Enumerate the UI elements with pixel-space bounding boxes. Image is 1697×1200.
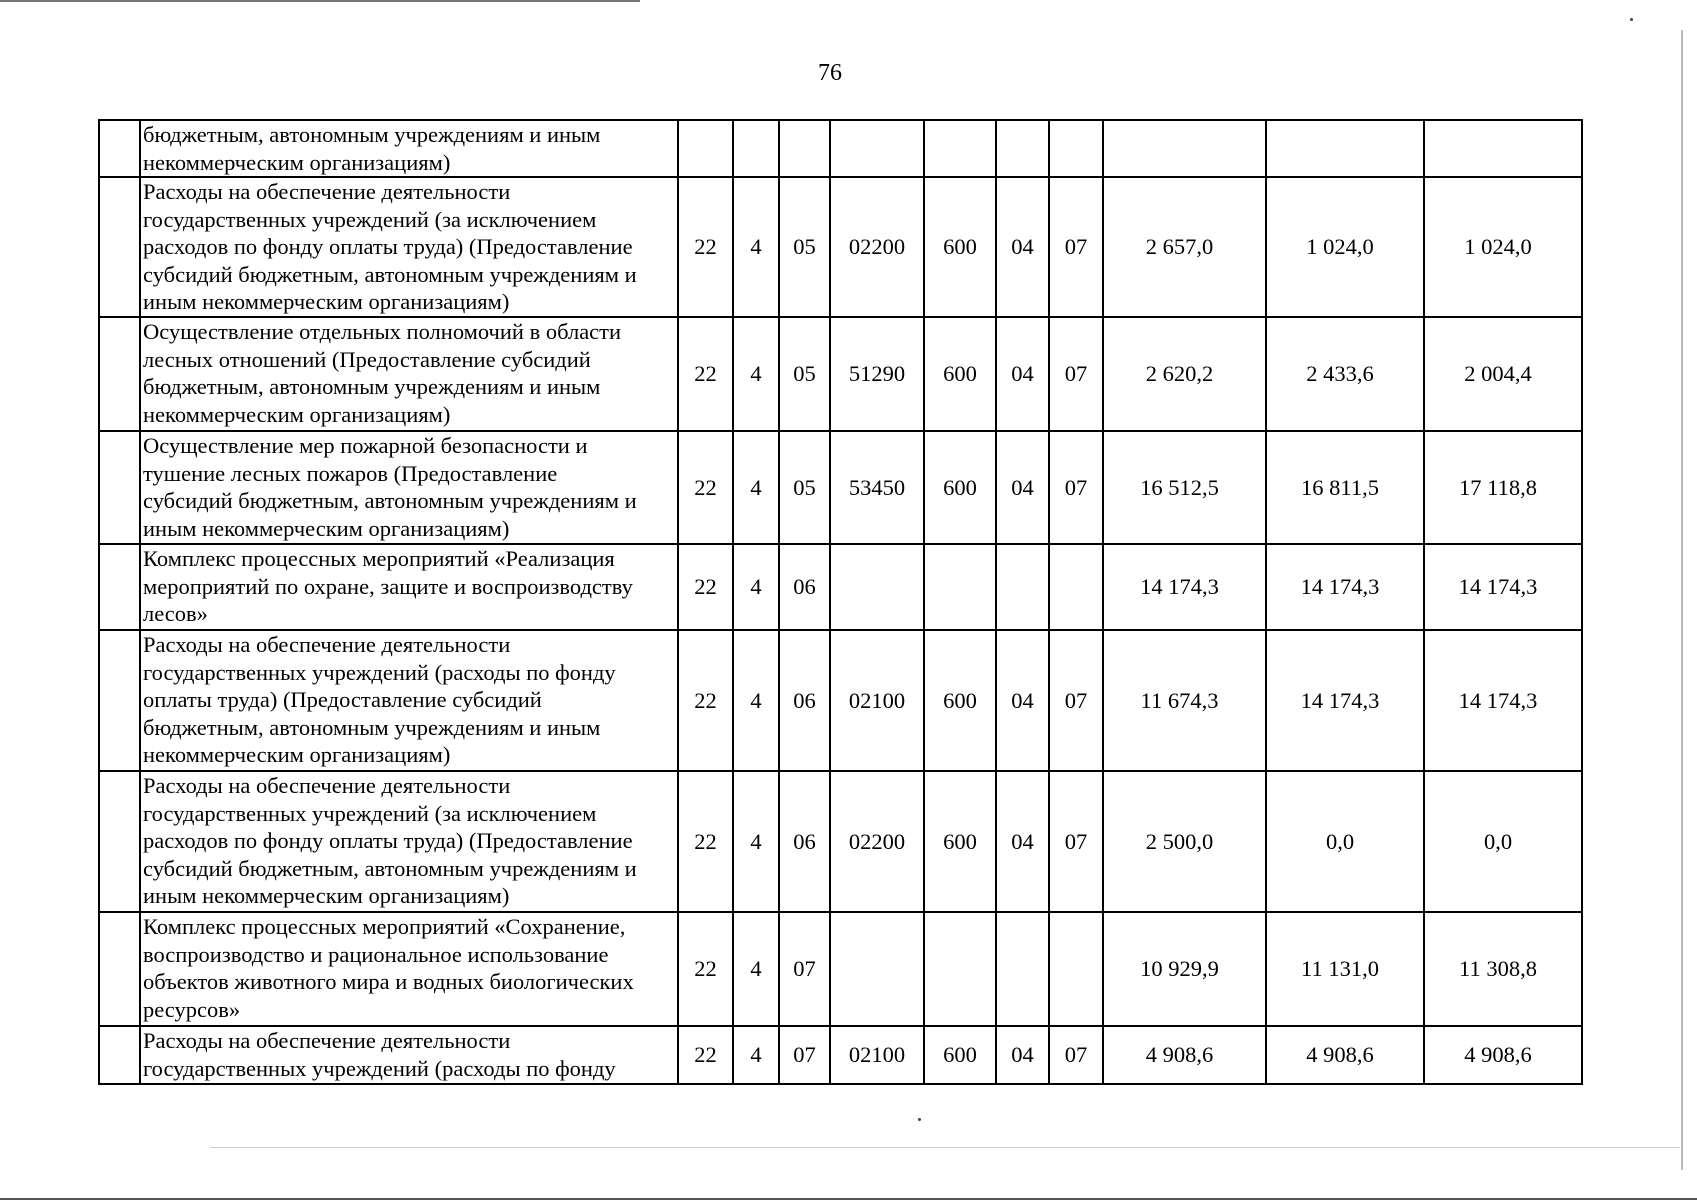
code-cell: 06 xyxy=(779,771,830,912)
code-cell: 05 xyxy=(779,177,830,317)
amount-cell xyxy=(1266,120,1424,177)
row-marker-cell xyxy=(99,431,140,544)
code-cell: 4 xyxy=(733,177,779,317)
code-cell: 04 xyxy=(996,771,1049,912)
code-cell: 600 xyxy=(924,771,996,912)
budget-table xyxy=(98,119,1583,1085)
code-cell: 07 xyxy=(779,1026,830,1084)
code-cell xyxy=(924,120,996,177)
row-marker-cell xyxy=(99,544,140,630)
code-cell: 07 xyxy=(1049,771,1103,912)
row-name: Расходы на обеспечение деятельности государственных учреждений (расходы по фонду оплаты труда) (Предоставление субсидий бюджетным, автономным учреждениям и иным некоммерческим организациям) xyxy=(140,630,678,771)
row-marker-cell xyxy=(99,317,140,431)
code-cell: 02200 xyxy=(830,177,924,317)
code-cell: 4 xyxy=(733,431,779,544)
row-name: Осуществление отдельных полномочий в области лесных отношений (Предоставление субсидий бюджетным, автономным учреждениям и иным некоммерческим организациям) xyxy=(140,317,678,431)
table-row xyxy=(99,771,1582,912)
amount-cell: 4 908,6 xyxy=(1103,1026,1266,1084)
row-name: Расходы на обеспечение деятельности государственных учреждений (за исключением расходов по фонду оплаты труда) (Предоставление субсидий бюджетным, автономным учреждениям и иным некоммерческим организациям) xyxy=(140,177,678,317)
amount-cell: 17 118,8 xyxy=(1424,431,1582,544)
code-cell: 07 xyxy=(1049,1026,1103,1084)
code-cell: 600 xyxy=(924,317,996,431)
code-cell: 600 xyxy=(924,177,996,317)
row-marker-cell xyxy=(99,1026,140,1084)
amount-cell: 14 174,3 xyxy=(1424,544,1582,630)
code-cell: 22 xyxy=(678,1026,733,1084)
code-cell xyxy=(1049,120,1103,177)
row-marker-cell xyxy=(99,771,140,912)
code-cell: 05 xyxy=(779,317,830,431)
amount-cell: 2 500,0 xyxy=(1103,771,1266,912)
code-cell: 22 xyxy=(678,317,733,431)
code-cell: 07 xyxy=(1049,177,1103,317)
scan-edge-right xyxy=(1681,30,1683,1170)
code-cell: 04 xyxy=(996,317,1049,431)
amount-cell: 2 620,2 xyxy=(1103,317,1266,431)
code-cell xyxy=(1049,912,1103,1026)
code-cell xyxy=(1049,544,1103,630)
amount-cell: 11 308,8 xyxy=(1424,912,1582,1026)
code-cell: 4 xyxy=(733,1026,779,1084)
code-cell: 22 xyxy=(678,630,733,771)
code-cell: 53450 xyxy=(830,431,924,544)
code-cell: 07 xyxy=(779,912,830,1026)
table-row xyxy=(99,177,1582,317)
code-cell xyxy=(733,120,779,177)
row-name: Комплекс процессных мероприятий «Реализация мероприятий по охране, защите и воспроизводству лесов» xyxy=(140,544,678,630)
code-cell: 22 xyxy=(678,177,733,317)
code-cell: 600 xyxy=(924,630,996,771)
amount-cell: 4 908,6 xyxy=(1424,1026,1582,1084)
table-row xyxy=(99,544,1582,630)
amount-cell: 16 512,5 xyxy=(1103,431,1266,544)
code-cell: 4 xyxy=(733,912,779,1026)
amount-cell: 14 174,3 xyxy=(1424,630,1582,771)
row-name: бюджетным, автономным учреждениям и иным некоммерческим организациям) xyxy=(140,120,678,177)
amount-cell: 4 908,6 xyxy=(1266,1026,1424,1084)
code-cell: 22 xyxy=(678,544,733,630)
code-cell: 06 xyxy=(779,544,830,630)
code-cell: 4 xyxy=(733,544,779,630)
code-cell: 4 xyxy=(733,317,779,431)
amount-cell: 1 024,0 xyxy=(1424,177,1582,317)
amount-cell: 11 131,0 xyxy=(1266,912,1424,1026)
table-row xyxy=(99,317,1582,431)
amount-cell: 2 433,6 xyxy=(1266,317,1424,431)
amount-cell xyxy=(1103,120,1266,177)
code-cell xyxy=(779,120,830,177)
code-cell: 02100 xyxy=(830,630,924,771)
row-marker-cell xyxy=(99,177,140,317)
code-cell: 4 xyxy=(733,771,779,912)
code-cell: 05 xyxy=(779,431,830,544)
table-row xyxy=(99,120,1582,177)
code-cell xyxy=(830,912,924,1026)
amount-cell: 14 174,3 xyxy=(1266,544,1424,630)
code-cell xyxy=(996,544,1049,630)
code-cell: 22 xyxy=(678,771,733,912)
row-marker-cell xyxy=(99,912,140,1026)
amount-cell: 2 004,4 xyxy=(1424,317,1582,431)
scan-line-bottom xyxy=(210,1147,1680,1148)
code-cell: 04 xyxy=(996,630,1049,771)
table-row xyxy=(99,630,1582,771)
amount-cell xyxy=(1424,120,1582,177)
code-cell: 07 xyxy=(1049,317,1103,431)
code-cell: 22 xyxy=(678,431,733,544)
amount-cell: 0,0 xyxy=(1266,771,1424,912)
table-row xyxy=(99,912,1582,1026)
code-cell: 51290 xyxy=(830,317,924,431)
code-cell: 04 xyxy=(996,431,1049,544)
row-marker-cell xyxy=(99,120,140,177)
scan-edge-top xyxy=(0,0,640,2)
code-cell xyxy=(678,120,733,177)
code-cell: 04 xyxy=(996,1026,1049,1084)
code-cell: 600 xyxy=(924,431,996,544)
code-cell: 600 xyxy=(924,1026,996,1084)
code-cell xyxy=(830,544,924,630)
scan-speck xyxy=(1630,18,1633,21)
row-name: Расходы на обеспечение деятельности государственных учреждений (за исключением расходов по фонду оплаты труда) (Предоставление субсидий бюджетным, автономным учреждениям и иным некоммерческим организациям) xyxy=(140,771,678,912)
code-cell: 02100 xyxy=(830,1026,924,1084)
code-cell: 04 xyxy=(996,177,1049,317)
code-cell xyxy=(996,120,1049,177)
amount-cell: 14 174,3 xyxy=(1266,630,1424,771)
amount-cell: 16 811,5 xyxy=(1266,431,1424,544)
code-cell: 02200 xyxy=(830,771,924,912)
amount-cell: 10 929,9 xyxy=(1103,912,1266,1026)
amount-cell: 0,0 xyxy=(1424,771,1582,912)
scan-speck xyxy=(918,1118,921,1121)
amount-cell: 1 024,0 xyxy=(1266,177,1424,317)
table-row xyxy=(99,1026,1582,1084)
amount-cell: 14 174,3 xyxy=(1103,544,1266,630)
row-name: Расходы на обеспечение деятельности государственных учреждений (расходы по фонду xyxy=(140,1026,678,1084)
row-name: Комплекс процессных мероприятий «Сохранение, воспроизводство и рациональное использование объектов животного мира и водных биологических ресурсов» xyxy=(140,912,678,1026)
code-cell: 06 xyxy=(779,630,830,771)
amount-cell: 2 657,0 xyxy=(1103,177,1266,317)
row-marker-cell xyxy=(99,630,140,771)
amount-cell: 11 674,3 xyxy=(1103,630,1266,771)
code-cell: 07 xyxy=(1049,630,1103,771)
page-number: 76 xyxy=(818,60,842,86)
code-cell: 4 xyxy=(733,630,779,771)
code-cell xyxy=(830,120,924,177)
table-row xyxy=(99,431,1582,544)
code-cell: 22 xyxy=(678,912,733,1026)
code-cell xyxy=(996,912,1049,1026)
code-cell xyxy=(924,912,996,1026)
code-cell: 07 xyxy=(1049,431,1103,544)
code-cell xyxy=(924,544,996,630)
row-name: Осуществление мер пожарной безопасности и тушение лесных пожаров (Предоставление субсидий бюджетным, автономным учреждениям и иным некоммерческим организациям) xyxy=(140,431,678,544)
